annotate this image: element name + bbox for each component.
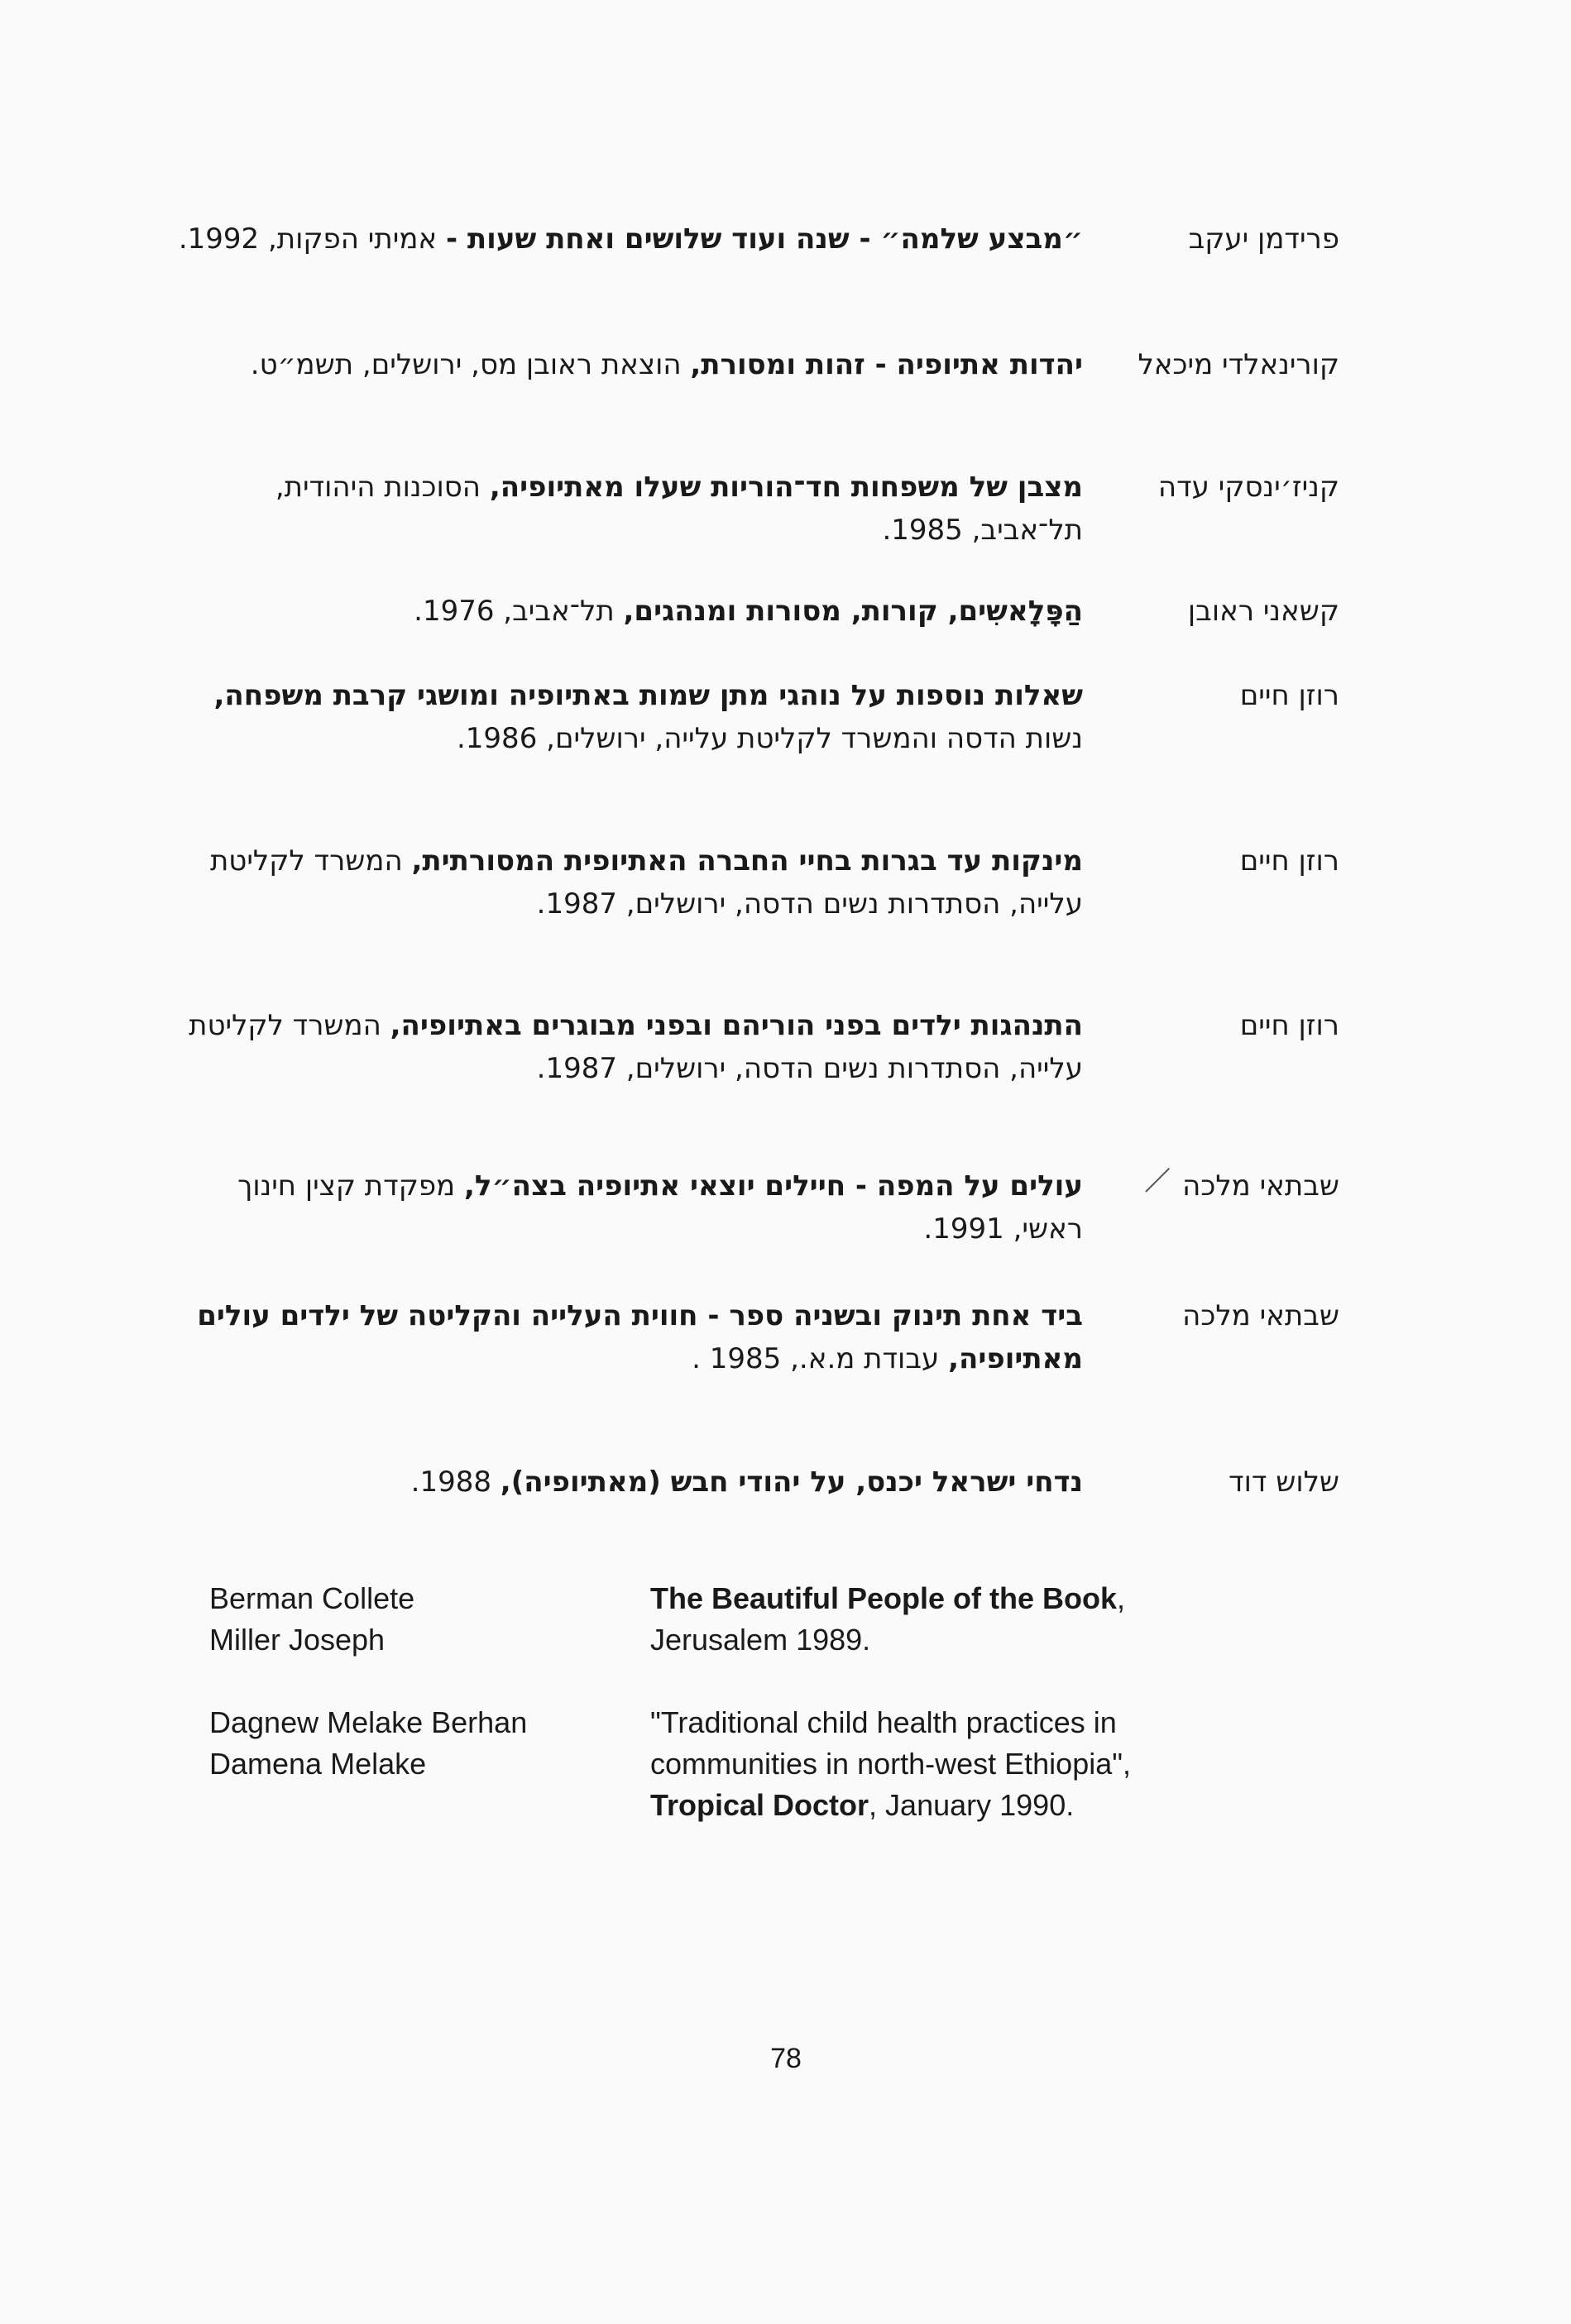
reference-publication: אמיתי הפקות, 1992. (178, 222, 438, 256)
reference-author: שבתאי מלכה (1182, 1299, 1339, 1332)
reference-title: ביד אחת תינוק ובשניה ספר - חווית העלייה והקליטה של ילדים עולים מאתיופיה, (197, 1299, 1083, 1375)
reference-author: קשאני ראובן (1187, 595, 1339, 628)
reference-publication: מפקדת קצין חינוך ראשי, 1991. (237, 1169, 1083, 1246)
reference-author: Dagnew Melake Berhan (209, 1705, 528, 1739)
reference-text: "Traditional child health practices in (650, 1705, 1117, 1739)
reference-journal: Tropical Doctor (650, 1788, 869, 1822)
reference-publication: הוצאת ראובן מס, ירושלים, תשמ״ט. (250, 348, 682, 381)
reference-title: התנהגות ילדים בפני הוריהם ובפני מבוגרים באתיופיה, (390, 1009, 1083, 1042)
hebrew-reference (165, 1004, 1339, 1090)
hebrew-reference (165, 590, 1339, 633)
reference-author: שלוש דוד (1229, 1466, 1339, 1499)
reference-title: יהדות אתיופיה - זהות ומסורת, (690, 348, 1083, 381)
reference-text: communities in north-west Ethiopia", (650, 1747, 1132, 1781)
reference-author: קניז׳ינסקי עדה (1157, 471, 1339, 504)
hebrew-reference (165, 839, 1339, 925)
reference-title: הַפָּלָאשִים, קורות, מסורות ומנהגים, (623, 595, 1083, 628)
hebrew-reference (165, 343, 1339, 386)
reference-publication: , January 1990. (869, 1788, 1075, 1822)
page-number: 78 (770, 2043, 802, 2074)
reference-author: Berman Collete (209, 1581, 415, 1615)
reference-text: , (1117, 1581, 1126, 1615)
reference-publication: עבודת מ.א., 1985 . (692, 1342, 940, 1375)
reference-title: נדחי ישראל יכנס, על יהודי חבש (מאתיופיה), (500, 1466, 1083, 1499)
reference-title: עולים על המפה - חיילים יוצאי אתיופיה בצה״ל, (463, 1169, 1083, 1203)
reference-author: רוזן חיים (1239, 1009, 1339, 1042)
reference-author: שבתאי מלכה (1182, 1169, 1339, 1203)
reference-author: קורינאלדי מיכאל (1138, 348, 1339, 381)
hebrew-reference (165, 1164, 1339, 1250)
reference-publication: תל־אביב, 1976. (414, 595, 615, 628)
reference-author: פרידמן יעקב (1188, 222, 1339, 256)
reference-body (650, 1702, 1285, 1826)
reference-title: The Beautiful People of the Book (650, 1581, 1118, 1615)
reference-title: שאלות נוספות על נוהגי מתן שמות באתיופיה ומושגי קרבת משפחה, (213, 679, 1083, 712)
reference-author: רוזן חיים (1239, 844, 1339, 877)
hebrew-reference (165, 1461, 1339, 1504)
reference-author: רוזן חיים (1239, 679, 1339, 712)
reference-authors (209, 1702, 639, 1785)
reference-publication: נשות הדסה והמשרד לקליטת עלייה, ירושלים, 1986. (456, 722, 1083, 755)
hebrew-reference (165, 218, 1339, 261)
english-reference (209, 1578, 1285, 1661)
reference-title: ״מבצע שלמה״ - שנה ועוד שלושים ואחת שעות - (445, 222, 1083, 256)
reference-author: Damena Melake (209, 1747, 427, 1781)
reference-title: מצבן של משפחות חד־הוריות שעלו מאתיופיה, (489, 471, 1083, 504)
reference-publication: המשרד לקליטת עלייה, הסתדרות נשים הדסה, ירושלים, 1987. (189, 1009, 1083, 1085)
reference-publication: המשרד לקליטת עלייה, הסתדרות נשים הדסה, ירושלים, 1987. (209, 844, 1083, 921)
reference-body (650, 1578, 1285, 1661)
hebrew-reference (165, 1294, 1339, 1380)
reference-authors (209, 1578, 639, 1661)
english-reference (209, 1702, 1285, 1826)
hebrew-reference (165, 674, 1339, 760)
hebrew-reference (165, 466, 1339, 552)
reference-publication: הסוכנות היהודית, תל־אביב, 1985. (275, 471, 1083, 547)
reference-author: Miller Joseph (209, 1623, 386, 1657)
reference-publication: 1988. (410, 1466, 491, 1499)
reference-publication: Jerusalem 1989. (650, 1623, 871, 1657)
reference-title: מינקות עד בגרות בחיי החברה האתיופית המסורתית, (411, 844, 1083, 877)
